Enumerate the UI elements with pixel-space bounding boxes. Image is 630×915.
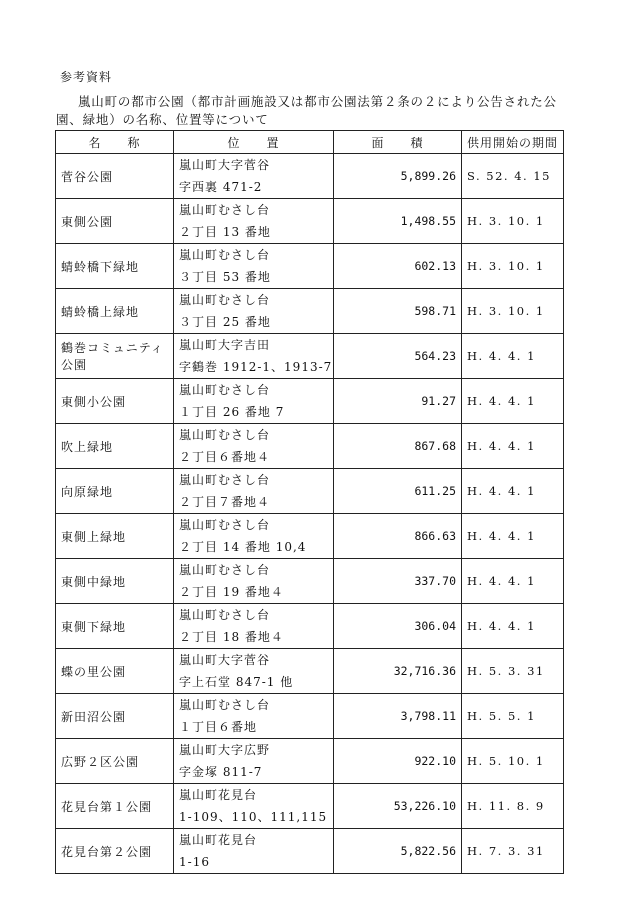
- park-name-line: 新田沼公園: [61, 709, 127, 724]
- park-name-line: 蝶の里公園: [61, 664, 127, 679]
- park-name-line: 東側下緑地: [61, 619, 127, 634]
- park-name-cell: [56, 514, 174, 559]
- park-area-cell: 867.68: [334, 424, 462, 469]
- park-name-line: 東側上緑地: [61, 529, 127, 544]
- park-area-cell: 564.23: [334, 334, 462, 379]
- park-name-cell: [56, 784, 174, 829]
- document-caption: [56, 93, 574, 129]
- park-location-line: 嵐山町大字菅谷: [179, 158, 271, 172]
- park-area-cell: 5,822.56: [334, 829, 462, 874]
- table-row: [56, 424, 564, 469]
- park-location-line: 嵐山町むさし台: [179, 293, 271, 307]
- park-location-line: 1-109、110、111,115: [179, 810, 328, 824]
- park-open-date-cell: H. 7. 3. 31: [462, 829, 564, 874]
- table-row: [56, 199, 564, 244]
- park-location-cell: [174, 199, 334, 244]
- park-name-cell: [56, 334, 174, 379]
- park-name-line: 花見台第２公園: [61, 844, 153, 859]
- park-open-date-cell: H. 5. 5. 1: [462, 694, 564, 739]
- park-location-line: 字上石堂 847-1 他: [179, 675, 294, 689]
- park-location-line: 嵐山町むさし台: [179, 383, 271, 397]
- park-name-cell: [56, 199, 174, 244]
- park-open-date-cell: H. 4. 4. 1: [462, 334, 564, 379]
- park-name-line: 向原緑地: [61, 484, 114, 499]
- caption-line-2: 園、緑地）の名称、位置等について: [56, 112, 269, 127]
- park-location-line: 嵐山町大字吉田: [179, 338, 271, 352]
- park-name-line: 吹上緑地: [61, 439, 114, 454]
- park-location-cell: [174, 289, 334, 334]
- park-name-line: 公園: [61, 358, 88, 372]
- park-location-cell: [174, 514, 334, 559]
- park-location-cell: [174, 379, 334, 424]
- park-area-cell: 306.04: [334, 604, 462, 649]
- table-row: [56, 559, 564, 604]
- reference-label: 参考資料: [60, 70, 113, 84]
- park-name-cell: [56, 559, 174, 604]
- park-name-cell: [56, 604, 174, 649]
- park-location-cell: [174, 604, 334, 649]
- park-open-date-cell: H. 4. 4. 1: [462, 559, 564, 604]
- park-open-date-cell: H. 4. 4. 1: [462, 469, 564, 514]
- park-name-line: 蜻蛉橋上緑地: [61, 304, 140, 319]
- park-location-line: 嵐山町むさし台: [179, 563, 271, 577]
- park-area-cell: 611.25: [334, 469, 462, 514]
- park-location-cell: [174, 244, 334, 289]
- park-area-cell: 3,798.11: [334, 694, 462, 739]
- park-location-line: 嵐山町むさし台: [179, 473, 271, 487]
- park-area-cell: 922.10: [334, 739, 462, 784]
- park-location-line: 嵐山町花見台: [179, 833, 258, 847]
- park-location-line: ２丁目６番地４: [179, 450, 271, 464]
- park-location-line: ２丁目 14 番地 10,4: [179, 540, 307, 554]
- park-location-line: ３丁目 53 番地: [179, 270, 271, 284]
- park-location-cell: [174, 829, 334, 874]
- park-name-line: 東側公園: [61, 214, 114, 229]
- header-date: 供用開始の期間: [462, 131, 564, 154]
- park-open-date-cell: H. 4. 4. 1: [462, 604, 564, 649]
- park-open-date-cell: H. 5. 3. 31: [462, 649, 564, 694]
- park-area-cell: 53,226.10: [334, 784, 462, 829]
- table-row: [56, 604, 564, 649]
- park-open-date-cell: S. 52. 4. 15: [462, 154, 564, 199]
- park-area-cell: 866.63: [334, 514, 462, 559]
- park-location-cell: [174, 424, 334, 469]
- table-row: [56, 694, 564, 739]
- park-name-cell: [56, 244, 174, 289]
- park-open-date-cell: H. 11. 8. 9: [462, 784, 564, 829]
- park-location-line: 字鶴巻 1912-1、1913-7: [179, 360, 333, 374]
- park-location-cell: [174, 649, 334, 694]
- table-row: [56, 289, 564, 334]
- park-open-date-cell: H. 5. 10. 1: [462, 739, 564, 784]
- park-location-cell: [174, 334, 334, 379]
- table-row: [56, 379, 564, 424]
- park-location-line: 嵐山町むさし台: [179, 203, 271, 217]
- park-name-cell: [56, 154, 174, 199]
- park-location-line: 1-16: [179, 855, 210, 869]
- park-area-cell: 602.13: [334, 244, 462, 289]
- header-area: 面 積: [334, 131, 462, 154]
- table-row: [56, 244, 564, 289]
- table-row: [56, 514, 564, 559]
- park-location-line: 嵐山町花見台: [179, 788, 258, 802]
- park-location-cell: [174, 784, 334, 829]
- park-location-line: 嵐山町むさし台: [179, 518, 271, 532]
- park-open-date-cell: H. 4. 4. 1: [462, 514, 564, 559]
- park-name-cell: [56, 829, 174, 874]
- park-name-cell: [56, 424, 174, 469]
- park-name-line: 蜻蛉橋下緑地: [61, 259, 140, 274]
- park-name-cell: [56, 649, 174, 694]
- park-area-cell: 5,899.26: [334, 154, 462, 199]
- park-location-line: 嵐山町むさし台: [179, 608, 271, 622]
- park-open-date-cell: H. 3. 10. 1: [462, 289, 564, 334]
- park-location-line: １丁目６番地: [179, 720, 258, 734]
- park-name-cell: [56, 739, 174, 784]
- park-name-line: 東側中緑地: [61, 574, 127, 589]
- park-area-cell: 598.71: [334, 289, 462, 334]
- park-name-cell: [56, 469, 174, 514]
- table-row: [56, 784, 564, 829]
- park-name-cell: [56, 289, 174, 334]
- park-location-cell: [174, 154, 334, 199]
- park-area-cell: 91.27: [334, 379, 462, 424]
- table-header-row: [56, 131, 564, 154]
- park-name-line: 東側小公園: [61, 394, 127, 409]
- park-location-line: 嵐山町大字菅谷: [179, 653, 271, 667]
- park-location-line: 嵐山町大字広野: [179, 743, 271, 757]
- table-row: [56, 154, 564, 199]
- park-location-line: ２丁目 18 番地４: [179, 630, 284, 644]
- park-open-date-cell: H. 3. 10. 1: [462, 244, 564, 289]
- header-name: 名 称: [56, 131, 174, 154]
- park-location-line: 字金塚 811-7: [179, 765, 263, 779]
- caption-line-1: 嵐山町の都市公園（都市計画施設又は都市公園法第２条の２により公告された公: [78, 94, 557, 109]
- park-open-date-cell: H. 4. 4. 1: [462, 424, 564, 469]
- parks-table: [55, 130, 564, 874]
- park-location-line: ２丁目 19 番地４: [179, 585, 284, 599]
- park-open-date-cell: H. 4. 4. 1: [462, 379, 564, 424]
- table-row: [56, 334, 564, 379]
- park-area-cell: 337.70: [334, 559, 462, 604]
- header-location: 位 置: [174, 131, 334, 154]
- park-area-cell: 1,498.55: [334, 199, 462, 244]
- park-location-cell: [174, 469, 334, 514]
- park-location-line: ３丁目 25 番地: [179, 315, 271, 329]
- park-location-cell: [174, 559, 334, 604]
- park-location-line: 嵐山町むさし台: [179, 248, 271, 262]
- park-name-line: 花見台第１公園: [61, 799, 153, 814]
- park-name-line: 広野２区公園: [61, 754, 140, 769]
- table-row: [56, 739, 564, 784]
- park-location-line: 字西裏 471-2: [179, 180, 263, 194]
- park-location-line: ２丁目７番地４: [179, 495, 271, 509]
- park-location-line: ２丁目 13 番地: [179, 225, 271, 239]
- park-location-line: 嵐山町むさし台: [179, 698, 271, 712]
- table-row: [56, 829, 564, 874]
- table-body: [56, 154, 564, 874]
- park-area-cell: 32,716.36: [334, 649, 462, 694]
- table-row: [56, 649, 564, 694]
- park-location-cell: [174, 739, 334, 784]
- park-name-line: 菅谷公園: [61, 169, 114, 184]
- park-location-cell: [174, 694, 334, 739]
- park-name-cell: [56, 694, 174, 739]
- park-name-cell: [56, 379, 174, 424]
- park-location-line: １丁目 26 番地 7: [179, 405, 285, 419]
- park-open-date-cell: H. 3. 10. 1: [462, 199, 564, 244]
- park-location-line: 嵐山町むさし台: [179, 428, 271, 442]
- table-row: [56, 469, 564, 514]
- park-name-line: 鶴巻コミュニティ: [61, 341, 164, 355]
